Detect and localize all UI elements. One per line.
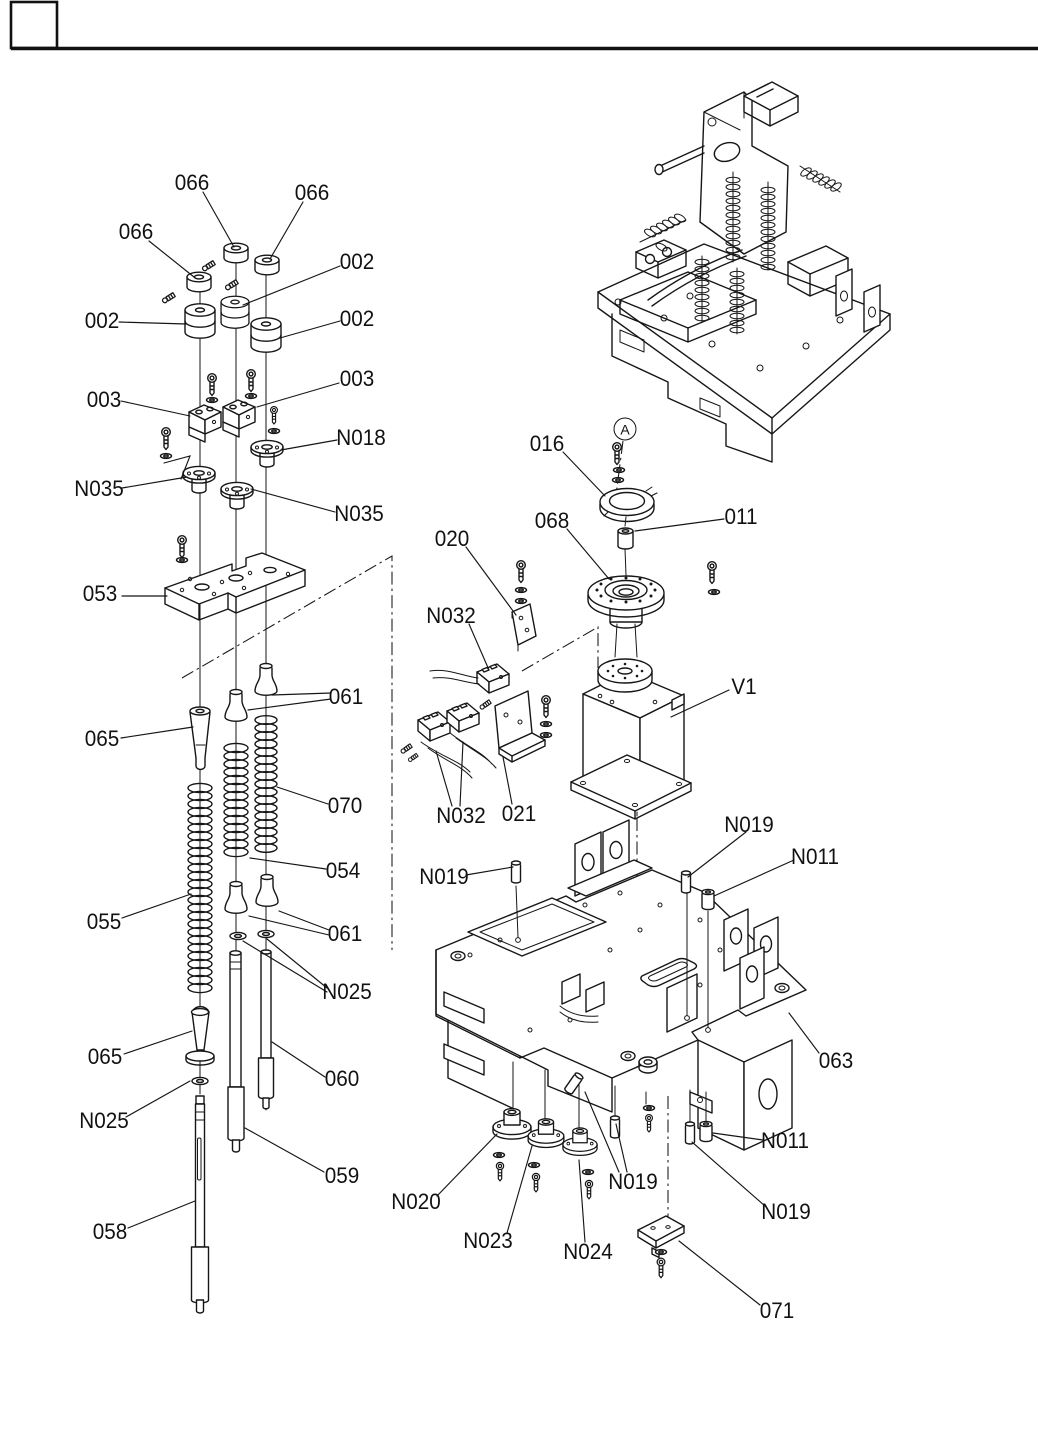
callout-016: 016 (529, 431, 565, 456)
callout-068: 068 (534, 508, 570, 533)
callout-066-right: 066 (294, 180, 330, 205)
part-053-plate (165, 536, 305, 620)
part-016-group (600, 443, 720, 595)
callout-N019-d: N019 (761, 1199, 811, 1224)
callout-058: 058 (92, 1219, 128, 1244)
assembled-machine-view (598, 82, 890, 462)
callout-N032-a: N032 (426, 603, 476, 628)
callout-063: 063 (818, 1048, 854, 1073)
callout-N025-a: N025 (322, 979, 372, 1004)
part-059-shaft (228, 951, 244, 1152)
part-N025-washers-upper (230, 930, 274, 939)
part-068-flanged-disc (588, 576, 664, 628)
callout-N020: N020 (391, 1189, 441, 1214)
base-underside-hardware (644, 1106, 655, 1132)
callout-070: 070 (327, 793, 363, 818)
part-N025-washer-lower (192, 1077, 208, 1084)
part-N024-bushing (563, 1128, 597, 1199)
part-071-plate (638, 1216, 684, 1278)
callout-N024: N024 (563, 1239, 613, 1264)
callout-060: 060 (324, 1066, 360, 1091)
callout-011: 011 (724, 504, 758, 529)
callout-061-a: 061 (328, 684, 364, 709)
callout-002-b: 002 (84, 308, 120, 333)
part-020-plate (512, 561, 536, 651)
callout-V1: V1 (731, 674, 757, 699)
callout-N019-c: N019 (608, 1169, 658, 1194)
callout-065-a: 065 (84, 726, 120, 751)
callout-N035-a: N035 (74, 476, 124, 501)
callout-003-b: 003 (86, 387, 122, 412)
callout-002-c: 002 (339, 306, 375, 331)
callout-N018: N018 (336, 425, 386, 450)
part-016-ring (600, 487, 657, 522)
callout-N025-b: N025 (79, 1108, 129, 1133)
part-N032-switch-upper (430, 664, 509, 710)
part-N035-bushings (161, 428, 254, 509)
detail-marker-a: A (614, 418, 637, 441)
part-065-taper-upper (190, 707, 210, 770)
part-060-shaft (259, 950, 274, 1109)
callout-N011-a: N011 (791, 844, 839, 869)
callout-066-left: 066 (118, 219, 154, 244)
part-054-spring (224, 743, 248, 856)
callout-071: 071 (759, 1298, 795, 1323)
callout-061-b: 061 (327, 921, 363, 946)
callout-066-top: 066 (174, 170, 210, 195)
callout-N032-b: N032 (436, 803, 486, 828)
part-061-cones-lower (225, 875, 278, 914)
callout-003-a: 003 (339, 366, 375, 391)
part-061-cones-upper (225, 664, 277, 722)
part-002-spools (185, 296, 281, 352)
part-011-pin (618, 528, 633, 549)
part-V1-motor (571, 659, 691, 819)
part-N023-bushing (528, 1119, 564, 1192)
callout-002-a: 002 (339, 249, 375, 274)
part-066-collars (162, 243, 279, 303)
callout-N023: N023 (463, 1228, 513, 1253)
part-063-base-plate (436, 820, 806, 1150)
corner-box (11, 2, 57, 48)
callout-N019-b: N019 (724, 812, 774, 837)
callout-021: 021 (501, 801, 537, 826)
callout-N019-a: N019 (419, 864, 469, 889)
callout-053: 053 (82, 581, 118, 606)
callout-N035-b: N035 (334, 501, 384, 526)
callout-055: 055 (86, 909, 122, 934)
part-N018-bushing (251, 440, 283, 467)
part-065-taper-lower (186, 1007, 214, 1065)
callout-N011-b: N011 (761, 1128, 809, 1153)
callout-059: 059 (324, 1163, 360, 1188)
part-N032-switches-lower (400, 703, 496, 778)
page-frame (11, 2, 1038, 49)
callout-054: 054 (325, 858, 361, 883)
callout-020: 020 (434, 526, 470, 551)
part-055-spring (188, 783, 212, 992)
part-021-bracket (495, 691, 552, 762)
callout-065-b: 065 (87, 1044, 123, 1069)
part-058-shaft (192, 1096, 209, 1313)
